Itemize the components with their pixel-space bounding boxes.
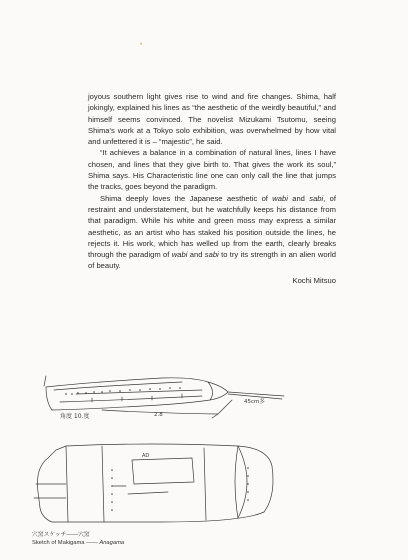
- p3-sabi-2: sabi: [204, 250, 219, 260]
- p3-sabi-1: sabi: [309, 193, 324, 203]
- caption-english-italic: Anagama: [99, 539, 125, 546]
- sketch-annotation-length: 45cm多: [244, 399, 265, 405]
- paragraph-1: joyous southern light gives rise to wind and fire changes. Shima, half jokingly, explained his lines as “the aesthetic of the weirdly beautiful,” and himself seems convinced. The novelist Mizukami Tsutomu, seeing Shima's work at a Tokyo solo exhibition, was overwhelmed by how vital and unfettered it is – “majestic”, he said.: [88, 92, 336, 147]
- p3-wabi-1: wabi: [272, 193, 288, 203]
- article-text: [88, 91, 336, 286]
- figure-caption: [32, 532, 124, 547]
- p3-text-d: and: [187, 250, 205, 260]
- paragraph-3: [88, 193, 336, 272]
- sketch-annotation-ad: AD: [142, 453, 150, 459]
- p3-text-a: Shima deeply loves the Japanese aesthetic of: [100, 193, 273, 203]
- author-signature: Kochi Mitsuo: [292, 275, 336, 285]
- paragraph-2: “It achieves a balance in a combination of natural lines, lines I have chosen, and lines that they give birth to. That gives the work its soul,” Shima says. His Characteristic line one can only call the line that jumps the tracks, goes beyond the paradigm.: [88, 148, 336, 192]
- p3-text-b: and: [287, 193, 310, 203]
- p3-text-e: to try its strength in an alien world of beauty.: [88, 250, 336, 271]
- kiln-sketch: [32, 372, 302, 530]
- caption-english-prefix: Sketch of Makigama ――: [32, 539, 100, 546]
- p3-wabi-2: wabi: [171, 250, 188, 260]
- caption-japanese: 穴窯スケッチ――穴窯: [32, 532, 90, 538]
- caption-english: [32, 540, 124, 548]
- p3-text-c: , of restraint and understatement, but he watchfully keeps his distance from that paradigm. While his white and green moss may express a similar aesthetic, as an artist who has staked his position outside the lines, he rejects it. His work, which has welled up from the earth, clearly breaks through the paradigm of: [88, 193, 336, 260]
- sketch-annotation-measure: 2.8: [154, 412, 163, 418]
- sketch-annotation-angle: 角度 10.度: [60, 413, 90, 420]
- decorative-tick-mark: ❜: [140, 43, 143, 50]
